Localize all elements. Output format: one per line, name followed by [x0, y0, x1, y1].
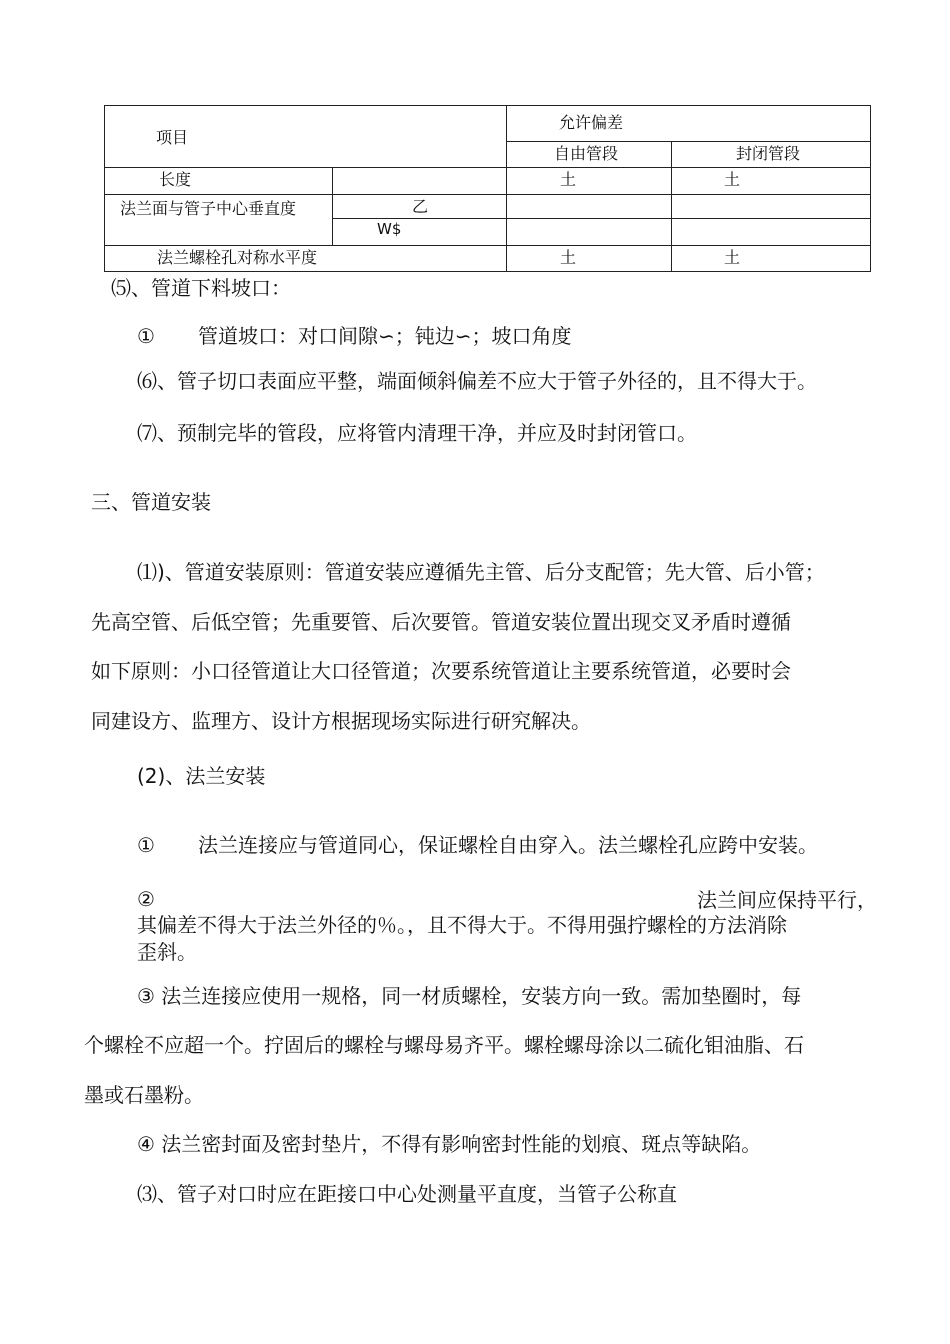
header-closed-segment: 封闭管段 — [736, 144, 801, 163]
section-6-text: ⑹、管子切口表面应平整，端面倾斜偏差不应大于管子外径的，且不得大于。 — [137, 369, 817, 393]
section-7-text: ⑺、预制完毕的管段，应将管内清理干净，并应及时封闭管口。 — [137, 421, 697, 445]
row-bolt-label: 法兰螺栓孔对称水平度 — [157, 248, 318, 267]
table-rule — [104, 167, 871, 168]
table-border-top — [104, 105, 871, 106]
header-item: 项目 — [156, 128, 189, 147]
table-rule — [104, 194, 871, 195]
flange-item-2-number: ② — [137, 887, 155, 911]
row-length-free-value: 土 — [560, 170, 577, 189]
flange-item-3-line-2: 个螺栓不应超一个。拧固后的螺栓与螺母易齐平。螺栓螺母涂以二硫化钼油脂、石 — [84, 1033, 804, 1057]
chapter-3-heading: 三、管道安装 — [91, 490, 211, 514]
flange-item-2-text-right: 法兰间应保持平行， — [697, 888, 877, 912]
row-perpendicularity-sub-a: 乙 — [412, 197, 429, 216]
row-bolt-closed-value: 土 — [724, 248, 741, 267]
bevel-item-1-number: ① — [137, 324, 155, 348]
install-principle-line-4: 同建设方、监理方、设计方根据现场实际进行研究解决。 — [91, 709, 591, 733]
table-rule — [506, 141, 871, 142]
install-principle-line-2: 先高空管、后低空管；先重要管、后次要管。管道安装位置出现交叉矛盾时遵循 — [91, 610, 791, 634]
install-principle-line-3: 如下原则：小口径管道让大口径管道；次要系统管道让主要系统管道，必要时会 — [91, 659, 791, 683]
row-perpendicularity-sub-b: W$ — [377, 220, 402, 238]
row-perpendicularity-label: 法兰面与管子中心垂直度 — [120, 199, 297, 218]
section-3-text: ⑶、管子对口时应在距接口中心处测量平直度，当管子公称直 — [137, 1182, 677, 1206]
flange-item-3-line-1: ③ 法兰连接应使用一规格，同一材质螺栓，安装方向一致。需加垫圈时，每 — [137, 984, 802, 1008]
row-bolt-free-value: 土 — [560, 248, 577, 267]
flange-item-1-number: ① — [137, 833, 155, 857]
flange-item-3-line-3: 墨或石墨粉。 — [84, 1083, 204, 1107]
header-free-segment: 自由管段 — [554, 144, 619, 163]
install-principle-line-1: ⑴)、管道安装原则：管道安装应遵循先主管、后分支配管；先大管、后小管； — [137, 560, 825, 584]
table-rule — [671, 141, 672, 272]
flange-item-2-line-3: 歪斜。 — [137, 940, 197, 964]
table-border-left — [104, 105, 105, 272]
table-border-right — [870, 105, 871, 272]
bevel-item-1-text: 管道坡口：对口间隙∽；钝边∽；坡口角度 — [198, 324, 572, 348]
table-rule — [506, 105, 507, 272]
row-length-label: 长度 — [159, 170, 192, 189]
table-rule — [332, 218, 871, 219]
flange-item-4-text: ④ 法兰密封面及密封垫片，不得有影响密封性能的划痕、斑点等缺陷。 — [137, 1132, 762, 1156]
table-border-bottom — [104, 271, 871, 272]
tolerance-table — [104, 105, 871, 272]
flange-install-heading: (2)、法兰安装 — [137, 764, 266, 788]
header-tolerance: 允许偏差 — [559, 113, 624, 132]
table-rule — [332, 167, 333, 245]
flange-item-2-line-2: 其偏差不得大于法兰外径的％。，且不得大于。不得用强拧螺栓的方法消除 — [137, 913, 787, 937]
table-rule — [104, 245, 871, 246]
row-length-closed-value: 土 — [724, 170, 741, 189]
section-5-heading: ⑸、管道下料坡口： — [111, 276, 291, 300]
flange-item-1-text: 法兰连接应与管道同心，保证螺栓自由穿入。法兰螺栓孔应跨中安装。 — [198, 833, 818, 857]
